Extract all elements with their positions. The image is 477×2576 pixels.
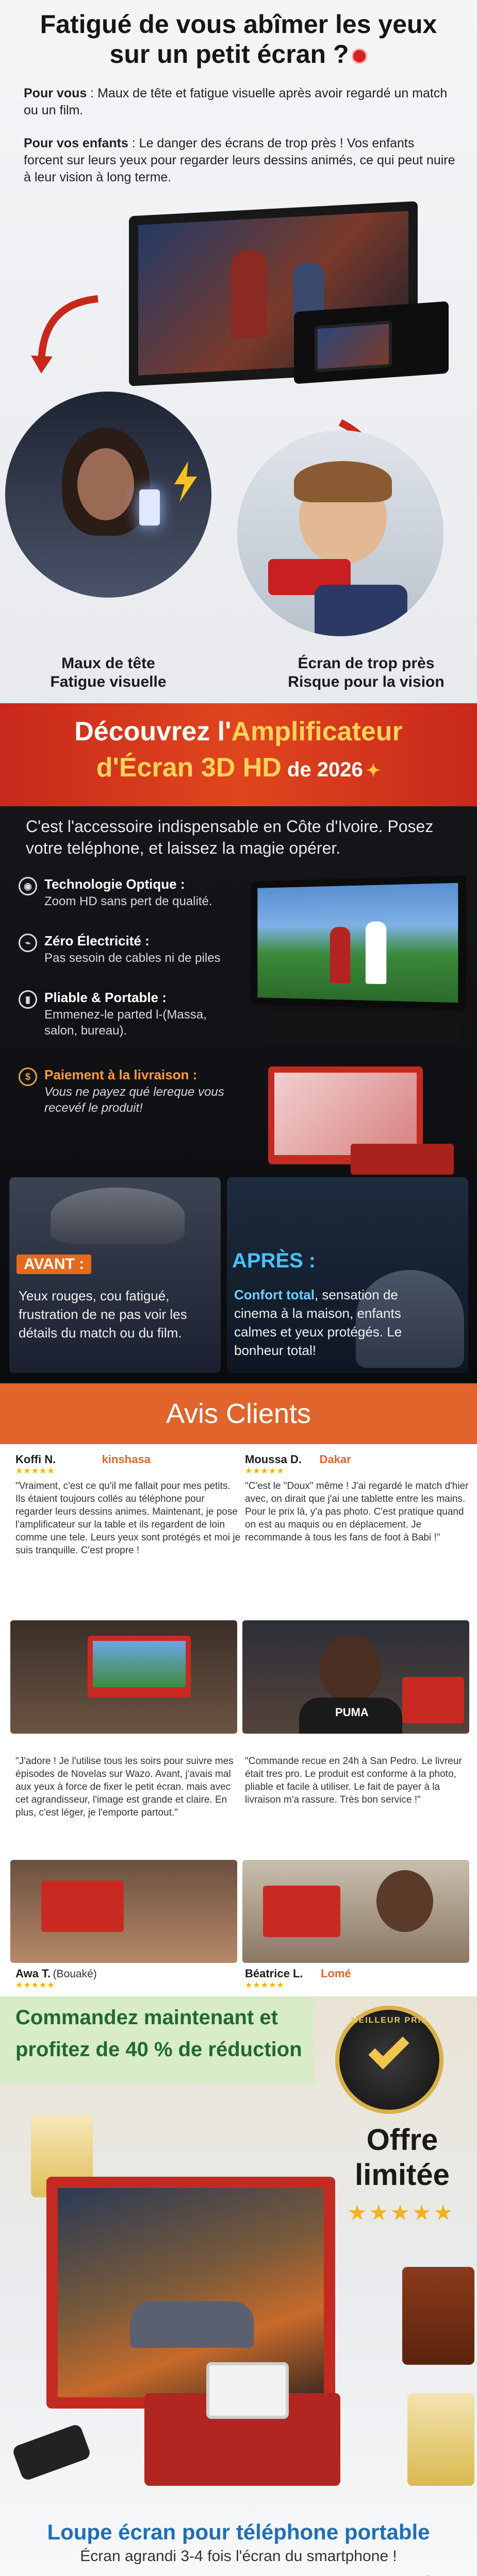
drink-glass-image bbox=[402, 2267, 474, 2365]
photo-magnifier-screen bbox=[93, 1641, 186, 1687]
caption-left-line1: Maux de tête bbox=[61, 655, 155, 672]
review-photo-woman-desk bbox=[242, 1860, 469, 1963]
hero-p1-bold: Pour vous bbox=[24, 86, 87, 100]
child-hair bbox=[294, 461, 392, 502]
hero-paragraph-kids bbox=[24, 135, 457, 186]
review-signature bbox=[15, 1967, 242, 1991]
cash-hand-icon bbox=[379, 2573, 446, 2576]
reviews-heading: Avis Clients bbox=[0, 1383, 477, 1444]
feature-payment bbox=[19, 1066, 235, 1133]
magnifier-red-large bbox=[46, 2177, 335, 2409]
review-card bbox=[15, 1453, 242, 1557]
feature-title: Technologie Optique : bbox=[44, 876, 185, 892]
ironman-figure bbox=[231, 249, 267, 339]
magnifier-red-base bbox=[351, 1144, 454, 1175]
review-author: Moussa D. bbox=[245, 1453, 302, 1466]
child-shirt bbox=[315, 585, 407, 636]
review-signature bbox=[245, 1967, 472, 1991]
feature-title: Zéro Électricité : bbox=[44, 933, 150, 948]
feature-title: Pliable & Portable : bbox=[44, 990, 167, 1005]
feature-no-power bbox=[19, 933, 235, 979]
review-text: "Commande recue en 24h à San Pedro. Le livreur était tres pro. Le produit est conforme à la photo, pliable et facile à utiliser. Le fait de payer à la livraison m'a rassure. Très bon service !" bbox=[245, 1756, 462, 1805]
child-close-screen-photo bbox=[237, 430, 443, 636]
review-text: "C'est le "Doux" même ! J'ai regardé le match d'hier avec, on dirait que j'ai une tablette entre les mains. Pour le prix là, y'a pas photo. C'est pratique quand on est au maquis ou en déplacement. Je recommande à tous les fans de foot à Babi !" bbox=[245, 1481, 469, 1543]
star-rating-icon: ★★★★★ bbox=[15, 1467, 55, 1476]
offer-line2: limitée bbox=[355, 2158, 450, 2192]
magnifier-red-lens bbox=[274, 1073, 417, 1155]
discover-title-line1 bbox=[0, 714, 477, 750]
caption-right-line2: Risque pour la vision bbox=[288, 673, 445, 690]
feature-desc: Zoom HD sans pert de qualité. bbox=[44, 894, 212, 908]
badge-text: MEILLEUR PRIX bbox=[351, 2016, 428, 2025]
feature-desc: Vous ne payez qué lereque vous recevéf le produit! bbox=[44, 1085, 224, 1115]
medal-icon bbox=[31, 2573, 98, 2576]
discover-section bbox=[0, 703, 477, 1383]
order-headline-line1: Commandez maintenant et bbox=[15, 2006, 278, 2029]
star-rating-icon: ★★★★★ bbox=[15, 1981, 55, 1990]
product-image-hero bbox=[72, 198, 464, 404]
caption-right-line1: Écran de trop près bbox=[298, 655, 435, 672]
discover-title-line2 bbox=[0, 750, 477, 789]
before-text: Yeux rouges, cou fatigué, frustration de ne pas voir les détails du match ou du film. bbox=[19, 1288, 187, 1341]
after-text bbox=[234, 1285, 415, 1360]
assurance-delivery bbox=[242, 2573, 351, 2576]
photo-magnifier-bed bbox=[41, 1880, 124, 1932]
feature-foldable bbox=[19, 989, 235, 1056]
assurance-payment bbox=[358, 2573, 467, 2576]
assurance-support bbox=[126, 2573, 235, 2576]
review-photo-kids bbox=[10, 1620, 237, 1734]
car-shape bbox=[130, 2301, 254, 2348]
review-photo-woman-bed bbox=[10, 1860, 237, 1963]
support-agent-icon bbox=[147, 2573, 214, 2576]
review-text: "J'adore ! Je l'utilise tous les soirs pour suivre mes épisodes de Novelas sur Wazo. Avant, j'avais mal aux yeux à force de fixer le petit écran. mais avec cet agrandisseur, l'image est grande et claire. En plus, c'est léger, je l'emporte partout." bbox=[15, 1756, 234, 1818]
caption-left-line2: Fatigue visuelle bbox=[50, 673, 167, 690]
review-city: kinshasa bbox=[102, 1453, 151, 1466]
photo-magnifier-small bbox=[402, 1677, 464, 1723]
product-image-red bbox=[248, 1066, 469, 1180]
discover-banner bbox=[0, 703, 477, 806]
order-headline bbox=[15, 2002, 320, 2065]
order-section bbox=[0, 1996, 477, 2576]
remote-control-image bbox=[11, 2423, 91, 2482]
review-author: Koffi N. bbox=[15, 1453, 56, 1466]
phone-glow bbox=[139, 489, 160, 526]
limited-offer bbox=[338, 2123, 467, 2193]
eye-icon: ◉ bbox=[19, 877, 37, 895]
discover-title-highlight2: d'Écran 3D HD bbox=[96, 753, 282, 783]
star-rating-icon: ★★★★★ bbox=[245, 1981, 285, 1990]
magnifier-black-frame bbox=[251, 875, 466, 1011]
after-tag: APRÈS : bbox=[232, 1249, 316, 1272]
photo-man-shirt bbox=[299, 1698, 402, 1734]
order-headline-box bbox=[0, 1996, 315, 2084]
phone-in-stand bbox=[315, 320, 392, 372]
red-circle-icon bbox=[352, 48, 367, 64]
before-panel bbox=[9, 1177, 221, 1373]
assurance-quality bbox=[10, 2573, 119, 2576]
reviews-section bbox=[0, 1383, 477, 1996]
feature-optical bbox=[19, 876, 235, 922]
hero-title bbox=[0, 9, 477, 69]
caption-right bbox=[268, 654, 464, 691]
before-photo bbox=[51, 1188, 185, 1244]
star-rating-icon: ★★★★★ bbox=[245, 1467, 285, 1476]
review-card bbox=[245, 1752, 472, 1806]
hero-title-line2: sur un petit écran ? bbox=[109, 40, 349, 69]
hero-title-line1: Fatigué de vous abîmer les yeux bbox=[40, 10, 437, 39]
player-red bbox=[330, 927, 350, 984]
photo-man-face bbox=[320, 1636, 382, 1703]
check-icon bbox=[368, 2028, 409, 2069]
hero-p2-text: : Le danger des écrans de trop près ! Vos enfants forcent sur leurs yeux pour regarder leurs dessins animés, ce qui peut nuire à leur vision à long terme. bbox=[24, 136, 455, 184]
discover-title-highlight1: Amplificateur bbox=[231, 717, 403, 747]
product-subtitle: Écran agrandi 3-4 fois l'écran du smartphone ! bbox=[80, 2548, 397, 2565]
feature-title: Paiement à la livraison : bbox=[44, 1067, 198, 1082]
product-image-order bbox=[15, 2105, 346, 2506]
review-card bbox=[245, 1453, 472, 1544]
discover-intro: C'est l'accessoire indispensable en Côte d'Ivoire. Posez votre teléphone, et laissez la magie opérer. bbox=[26, 817, 434, 857]
product-image-black bbox=[235, 868, 472, 1054]
review-author: Awa T. bbox=[15, 1967, 51, 1980]
caption-left bbox=[21, 654, 196, 691]
player-white bbox=[366, 921, 386, 984]
magnifier-base bbox=[294, 301, 449, 384]
photo-magnifier bbox=[88, 1636, 191, 1698]
magnifier-black-base bbox=[260, 1012, 467, 1043]
football-screen-image bbox=[257, 883, 458, 1003]
review-city: Dakar bbox=[319, 1453, 351, 1466]
hero-p1-text: : Maux de tête et fatigue visuelle après avoir regardé un match ou un film. bbox=[24, 86, 448, 117]
after-text-bold: Confort total bbox=[234, 1287, 315, 1302]
offer-line1: Offre bbox=[366, 2123, 438, 2157]
feature-desc: Pas sesoin de cables ni de piles bbox=[44, 951, 221, 965]
review-city: Lomé bbox=[320, 1967, 351, 1980]
star-rating-icon: ★★★★★ bbox=[347, 2200, 455, 2225]
shirt-label: PUMA bbox=[335, 1706, 369, 1719]
product-title: Loupe écran pour téléphone portable bbox=[47, 2520, 430, 2544]
popcorn-image-right bbox=[407, 2393, 474, 2486]
magnifier-red-large-base bbox=[144, 2393, 340, 2486]
best-price-badge-icon bbox=[335, 2006, 443, 2114]
hero-p2-bold: Pour vos enfants bbox=[24, 136, 128, 150]
hero-section bbox=[0, 0, 477, 703]
review-author: Béatrice L. bbox=[245, 1967, 303, 1980]
red-arrow-left-icon bbox=[21, 289, 108, 376]
sparkle-icon: ✦ bbox=[366, 761, 381, 781]
no-power-icon: ⌁ bbox=[19, 934, 37, 952]
woman-face bbox=[77, 448, 134, 520]
discover-title-part1: Découvrez l' bbox=[74, 717, 232, 747]
money-bag-icon: $ bbox=[19, 1067, 37, 1086]
delivery-scooter-icon bbox=[263, 2573, 330, 2576]
review-card bbox=[15, 1752, 242, 1819]
review-photo-man bbox=[242, 1620, 469, 1734]
discover-title-year: de 2026 bbox=[281, 758, 363, 781]
after-text-rest: , sensation de cinema à la maison, enfants calmes et yeux protégés. Le bonheur total! bbox=[234, 1287, 402, 1358]
lightning-icon bbox=[170, 461, 201, 502]
phone-stand-white bbox=[206, 2362, 289, 2419]
photo-woman-face bbox=[376, 1870, 433, 1932]
feature-desc: Emmenez-le parted l-(Massa, salon, bureau). bbox=[44, 1008, 207, 1038]
review-text: "Vraiment, c'est ce qu'il me fallait pour mes petits. Ils étaient toujours collés au téléphone pour regarder leurs dessins animes. Maintenant, je pose l'amplificateur sur la table et ils regardent de loin comme une tele. Leurs yeux sont protégés et moi je suis tranquille. C'est propre ! bbox=[15, 1481, 241, 1556]
after-panel bbox=[227, 1177, 468, 1373]
before-tag: AVANT : bbox=[17, 1255, 91, 1274]
fold-icon: ▮ bbox=[19, 990, 37, 1009]
order-headline-line2: profitez de 40 % de réduction bbox=[15, 2038, 302, 2061]
hero-paragraph-adults bbox=[24, 85, 457, 119]
photo-magnifier-desk bbox=[263, 1886, 340, 1937]
review-city: (Bouaké) bbox=[53, 1968, 97, 1980]
